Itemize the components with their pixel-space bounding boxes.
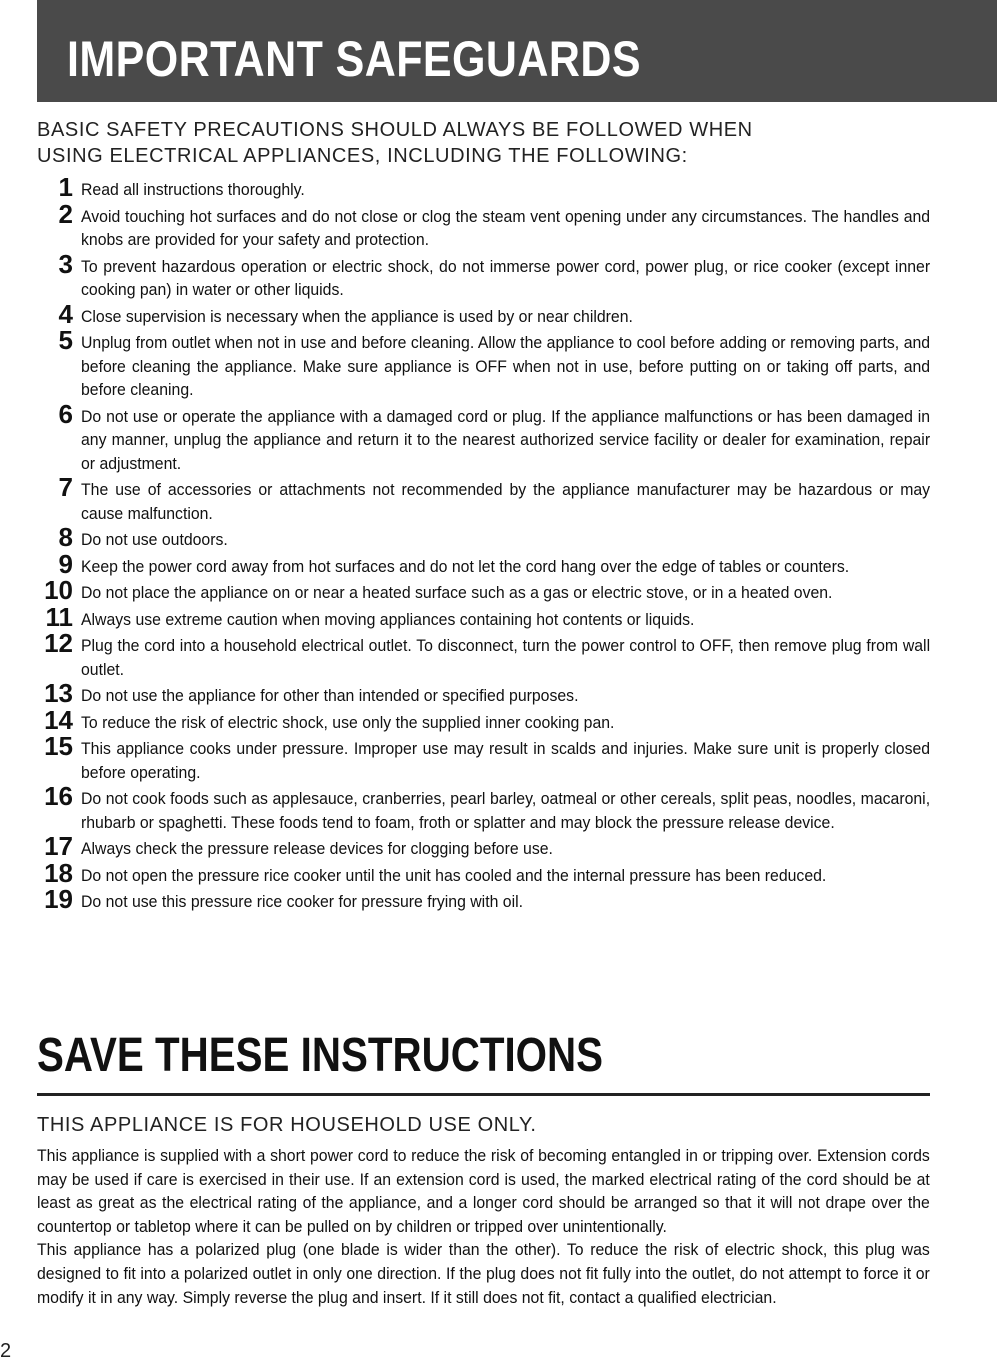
item-text: Read all instructions thoroughly. [81, 180, 305, 199]
item-number: 9 [58, 548, 73, 579]
notes-section [37, 1144, 930, 1309]
list-item [0, 172, 930, 202]
item-number: 19 [44, 884, 73, 914]
item-text: To reduce the risk of electric shock, use only the supplied inner cooking pan. [81, 712, 615, 732]
item-text: Keep the power cord away from hot surfaces and do not let the cord hang over the edge of tables or counters. [81, 556, 850, 576]
page-number: 2 [0, 1340, 12, 1362]
safeguards-list [0, 172, 997, 917]
intro-line-1: BASIC SAFETY PRECAUTIONS SHOULD ALWAYS BE FOLLOWED WHEN [37, 119, 753, 141]
header-banner [37, 0, 997, 102]
item-number: 18 [44, 857, 73, 888]
intro-line-2: USING ELECTRICAL APPLIANCES, INCLUDING THE FOLLOWING: [37, 145, 688, 167]
item-number: 3 [58, 248, 73, 279]
list-item [0, 704, 930, 735]
item-number: 10 [44, 575, 73, 605]
page-title: IMPORTANT SAFEGUARDS [67, 31, 641, 87]
item-number: 14 [44, 704, 73, 735]
intro-heading [37, 117, 937, 169]
list-item [0, 831, 930, 861]
item-text: To prevent hazardous operation or electric shock, do not immerse power cord, power plug, or rice cooker (except inner cooking pan) in water or other liquids. [81, 256, 931, 299]
list-item [0, 522, 930, 552]
item-text: Do not use this pressure rice cooker for pressure frying with oil. [81, 892, 523, 911]
item-text: The use of accessories or attachments not recommended by the appliance manufacturer may be hazardous or may cause malfunction. [81, 480, 931, 523]
item-text: Do not place the appliance on or near a heated surface such as a gas or electric stove, or in a heated oven. [81, 583, 833, 602]
item-text: Plug the cord into a household electrical outlet. To disconnect, turn the power control to OFF, then remove plug from wall outlet. [81, 636, 931, 679]
item-text: Do not use outdoors. [81, 530, 228, 549]
list-item [0, 731, 931, 784]
list-item [0, 298, 930, 329]
list-item [0, 781, 931, 834]
extension-cord-paragraph: This appliance is supplied with a short power cord to reduce the risk of becoming entangled in or tripping over. Extension cords may be used if care is exercised in their use. If an extension cord is used, the marked electrical rating of the cord should be at least as great as the electrical rating of the appliance, and a longer cord should be arranged so that it will not drape over the countertop or tabletop where it can be pulled on by children or tripped over unintentionally. [37, 1146, 930, 1236]
item-number: 1 [58, 172, 73, 202]
item-number: 17 [44, 831, 73, 861]
list-item [0, 248, 931, 302]
item-text: Do not open the pressure rice cooker until the unit has cooled and the internal pressure has been reduced. [81, 865, 827, 885]
item-number: 8 [58, 522, 73, 552]
item-number: 15 [44, 731, 73, 761]
item-text: Unplug from outlet when not in use and before cleaning. Allow the appliance to cool before adding or removing parts, and before cleaning the appliance. Make sure appliance is OFF when not in use, before putting on or taking off parts, and before cleaning. [81, 333, 931, 399]
list-item [0, 548, 930, 579]
item-text: Always check the pressure release devices for clogging before use. [81, 839, 553, 858]
list-item [0, 575, 930, 605]
item-text: Do not cook foods such as applesauce, cranberries, pearl barley, oatmeal or other cereals, split peas, noodles, macaroni, rhubarb or spaghetti. These foods tend to foam, froth or splatter and may block the pressure release device. [81, 789, 931, 832]
list-item [0, 198, 931, 252]
item-number: 7 [58, 472, 73, 502]
list-item [0, 601, 930, 632]
item-text: Do not use or operate the appliance with a damaged cord or plug. If the appliance malfunctions or has been damaged in any manner, unplug the appliance and return it to the nearest authorized service facility or dealer for examination, repair or adjustment. [81, 406, 931, 473]
item-text: Always use extreme caution when moving appliances containing hot contents or liquids. [81, 609, 695, 629]
item-number: 2 [58, 198, 73, 229]
item-text: Avoid touching hot surfaces and do not close or clog the steam vent opening under any circumstances. The handles and knobs are provided for your safety and protection. [81, 206, 931, 249]
household-use-heading: THIS APPLIANCE IS FOR HOUSEHOLD USE ONLY. [37, 1114, 537, 1136]
item-number: 16 [44, 781, 73, 811]
list-item [0, 628, 931, 681]
item-number: 6 [58, 398, 73, 429]
item-number: 11 [45, 601, 73, 632]
list-item [0, 398, 931, 476]
polarized-plug-paragraph: This appliance has a polarized plug (one blade is wider than the other). To reduce the risk of electric shock, this plug was designed to fit into a polarized outlet in only one direction. If the plug does not fit fully into the outlet, do not attempt to force it or modify it in any way. Simply reverse the plug and insert. If it still does not fit, contact a qualified electrician. [37, 1240, 930, 1307]
item-number: 13 [44, 678, 73, 708]
item-text: Do not use the appliance for other than intended or specified purposes. [81, 686, 579, 705]
list-item [0, 884, 930, 914]
list-item [0, 678, 930, 708]
save-instructions-heading: SAVE THESE INSTRUCTIONS [37, 1029, 604, 1082]
divider [37, 1093, 930, 1096]
list-item [0, 472, 931, 525]
list-item [0, 325, 931, 402]
list-item [0, 857, 930, 888]
item-text: Close supervision is necessary when the appliance is used by or near children. [81, 306, 633, 326]
item-number: 12 [44, 628, 73, 658]
item-text: This appliance cooks under pressure. Improper use may result in scalds and injuries. Make sure unit is properly closed before operating. [81, 739, 931, 782]
item-number: 5 [58, 325, 73, 355]
item-number: 4 [58, 298, 73, 329]
